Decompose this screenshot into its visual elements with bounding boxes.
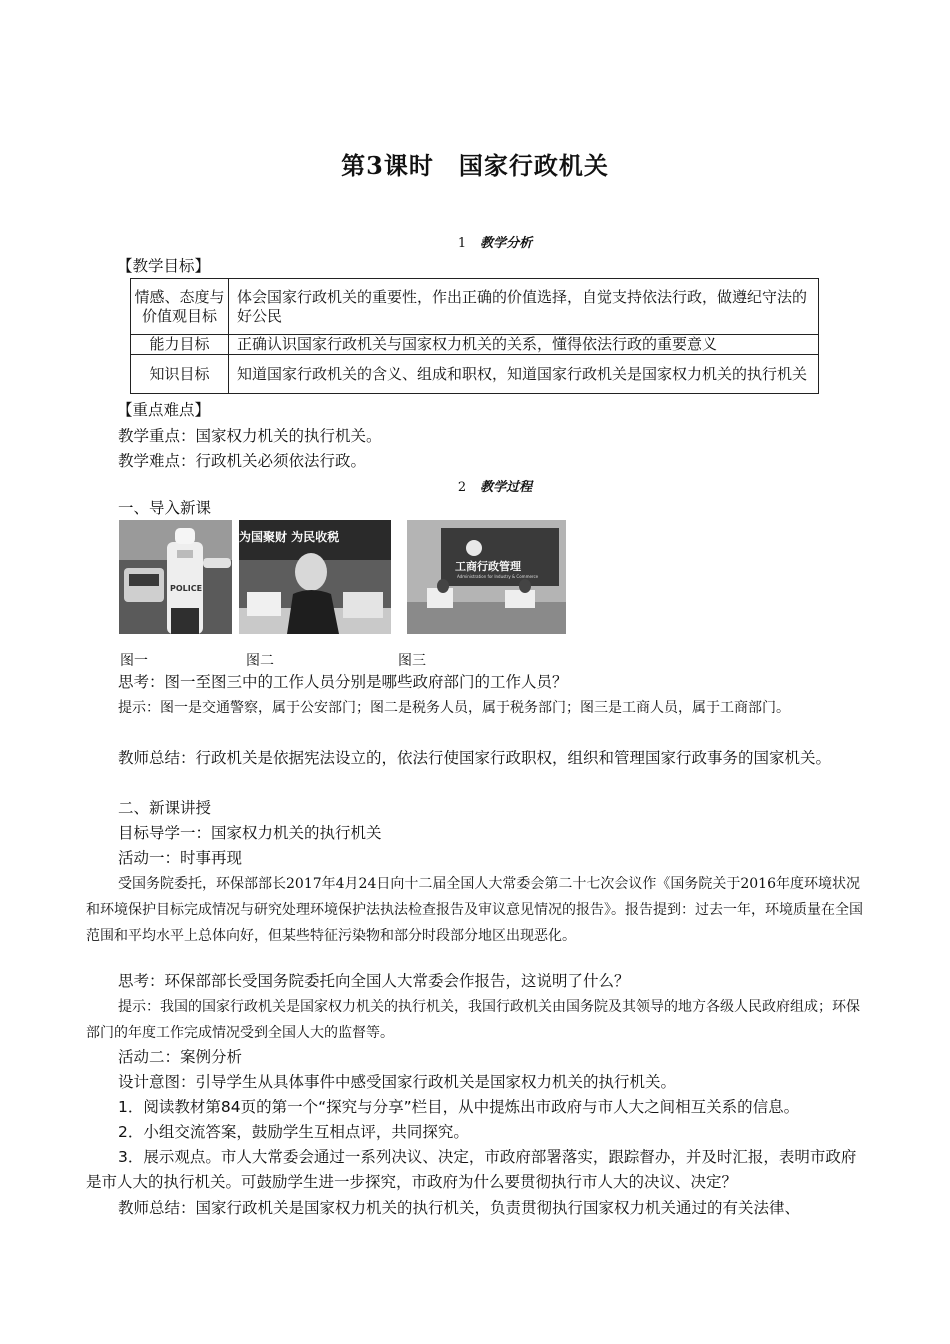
photo-traffic-police <box>119 520 232 634</box>
news-paragraph: 受国务院委托，环保部部长2017年4月24日向十二届全国人大常委会第二十七次会议作《国务院关于2016年度环境状况和环境保护目标完成情况与研究处理环境保护法执法检查报告及审议意见情况的报告》。报告提到：过去一年，环境质量在全国范围和平均水平上总体向好，但某些特征污染物和部分时段部分地区出现恶化。 <box>86 876 863 944</box>
lesson-summary: 教师总结：国家行政机关是国家权力机关的执行机关，负责贯彻执行国家权力机关通过的有关法律、 <box>118 1199 801 1217</box>
activity-1: 活动一：时事再现 <box>118 849 243 867</box>
caption-1: 图一 <box>120 653 148 669</box>
design-intent: 设计意图：引导学生从具体事件中感受国家行政机关是国家权力机关的执行机关。 <box>118 1073 677 1091</box>
photo-sign-tax: 为国聚财 为民收税 <box>239 530 340 544</box>
photo-sign-commerce-sub: Administration for Industry & Commerce <box>457 574 539 579</box>
intro-hint: 提示：图一是交通警察，属于公安部门；图二是税务人员，属于税务部门；图三是工商人员，属于工商部门。 <box>118 700 790 716</box>
photo-sign-police: POLICE <box>170 584 203 593</box>
key-heading: 【重点难点】 <box>117 401 211 419</box>
goals-row-emotion <box>131 279 819 335</box>
intro-think: 思考：图一至图三中的工作人员分别是哪些政府部门的工作人员？ <box>118 673 568 691</box>
goals-label-knowledge: 知识目标 <box>131 355 229 394</box>
key-difficulty: 教学难点：行政机关必须依法行政。 <box>118 452 367 470</box>
goals-text-ability: 正确认识国家行政机关与国家权力机关的关系，懂得依法行政的重要意义 <box>229 335 819 355</box>
goals-heading: 【教学目标】 <box>117 257 211 275</box>
caption-3: 图三 <box>398 653 426 669</box>
activity-2: 活动二：案例分析 <box>118 1048 243 1066</box>
step-1: 1．阅读教材第84页的第一个“探究与分享”栏目，从中提炼出市政府与市人大之间相互关系的信息。 <box>118 1098 800 1116</box>
goals-label-ability: 能力目标 <box>131 335 229 355</box>
step-3: 3．展示观点。市人大常委会通过一系列决议、决定，市政府部署落实，跟踪督办，并及时汇报，表明市政府是市人大的执行机关。可鼓励学生进一步探究，市政府为什么要贯彻执行市人大的决议、决定？ <box>86 1148 857 1191</box>
goals-label-emotion: 情感、态度与价值观目标 <box>131 279 229 335</box>
page-title: 第3课时 国家行政机关 <box>341 151 609 180</box>
goals-row-ability <box>131 335 819 355</box>
photo-tax-officer <box>239 520 391 634</box>
goals-text-knowledge: 知道国家行政机关的含义、组成和职权，知道国家行政机关是国家权力机关的执行机关 <box>229 355 819 394</box>
lesson-think: 思考：环保部部长受国务院委托向全国人大常委会作报告，这说明了什么？ <box>118 972 630 990</box>
step-2: 2．小组交流答案，鼓励学生互相点评，共同探究。 <box>118 1123 469 1141</box>
lesson-hint: 提示：我国的国家行政机关是国家权力机关的执行机关，我国行政机关由国务院及其领导的地方各级人民政府组成；环保部门的年度工作完成情况受到全国人大的监督等。 <box>86 999 860 1041</box>
intro-heading: 一、导入新课 <box>118 499 212 517</box>
intro-summary: 教师总结：行政机关是依据宪法设立的，依法行使国家行政职权，组织和管理国家行政事务的国家机关。 <box>118 749 832 767</box>
photo-commerce-office <box>407 520 566 634</box>
goals-row-knowledge <box>131 355 819 394</box>
lesson-heading: 二、新课讲授 <box>118 799 212 817</box>
photo-sign-commerce: 工商行政管理 <box>455 560 521 573</box>
key-focus: 教学重点：国家权力机关的执行机关。 <box>118 427 382 445</box>
goals-table <box>130 278 819 394</box>
section-heading-process: 2 教学过程 <box>457 480 533 495</box>
target-1: 目标导学一：国家权力机关的执行机关 <box>118 824 382 842</box>
goals-text-emotion: 体会国家行政机关的重要性，作出正确的价值选择，自觉支持依法行政，做遵纪守法的好公民 <box>229 279 819 335</box>
caption-2: 图二 <box>246 653 274 669</box>
section-heading-analysis: 1 教学分析 <box>457 236 533 251</box>
